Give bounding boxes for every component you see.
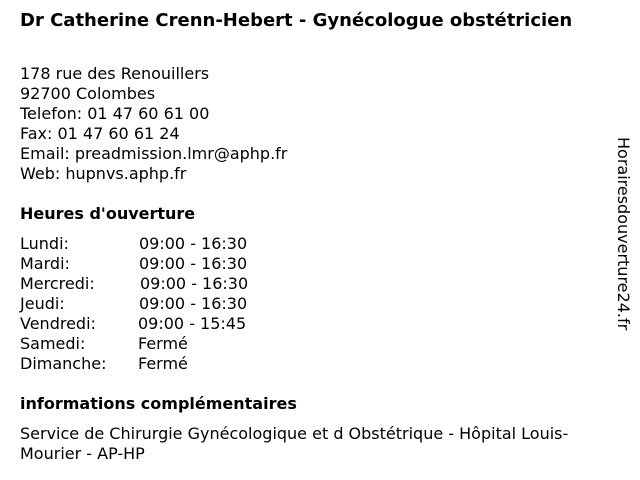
day-label: Mardi:: [20, 254, 70, 273]
day-hours: 09:00 - 15:45: [138, 314, 247, 333]
day-hours: Fermé: [138, 334, 188, 353]
day-hours: 09:00 - 16:30: [139, 234, 248, 253]
site-watermark-text: Horairesdouverture24.fr: [614, 137, 633, 331]
day-hours: 09:00 - 16:30: [139, 254, 248, 273]
day-label: Lundi:: [20, 234, 69, 253]
street-address: 178 rue des Renouillers: [20, 64, 210, 83]
phone-number: Telefon: 01 47 60 61 00: [20, 104, 210, 123]
opening-hours-heading: Heures d'ouverture: [20, 204, 196, 223]
day-label: Samedi:: [20, 334, 86, 353]
email-address: Email: preadmission.lmr@aphp.fr: [20, 144, 288, 163]
day-label: Vendredi:: [20, 314, 96, 333]
day-hours: 09:00 - 16:30: [140, 274, 249, 293]
address-block: [20, 64, 287, 184]
city-postal-code: 92700 Colombes: [20, 84, 156, 103]
website: Web: hupnvs.aphp.fr: [20, 164, 187, 183]
day-label: Mercredi:: [20, 274, 95, 293]
site-watermark: [613, 137, 633, 342]
additional-info-heading: informations complémentaires: [20, 394, 297, 413]
day-label: Jeudi:: [20, 294, 65, 313]
page-title: Dr Catherine Crenn-Hebert - Gynécologue obstétricien: [20, 10, 573, 31]
day-hours: 09:00 - 16:30: [139, 294, 248, 313]
day-hours: Fermé: [138, 354, 188, 373]
day-label: Dimanche:: [20, 354, 107, 373]
fax-number: Fax: 01 47 60 61 24: [20, 124, 180, 143]
additional-info-text: Service de Chirurgie Gynécologique et d Obstétrique - Hôpital Louis-Mourier - AP-HP: [20, 424, 569, 463]
